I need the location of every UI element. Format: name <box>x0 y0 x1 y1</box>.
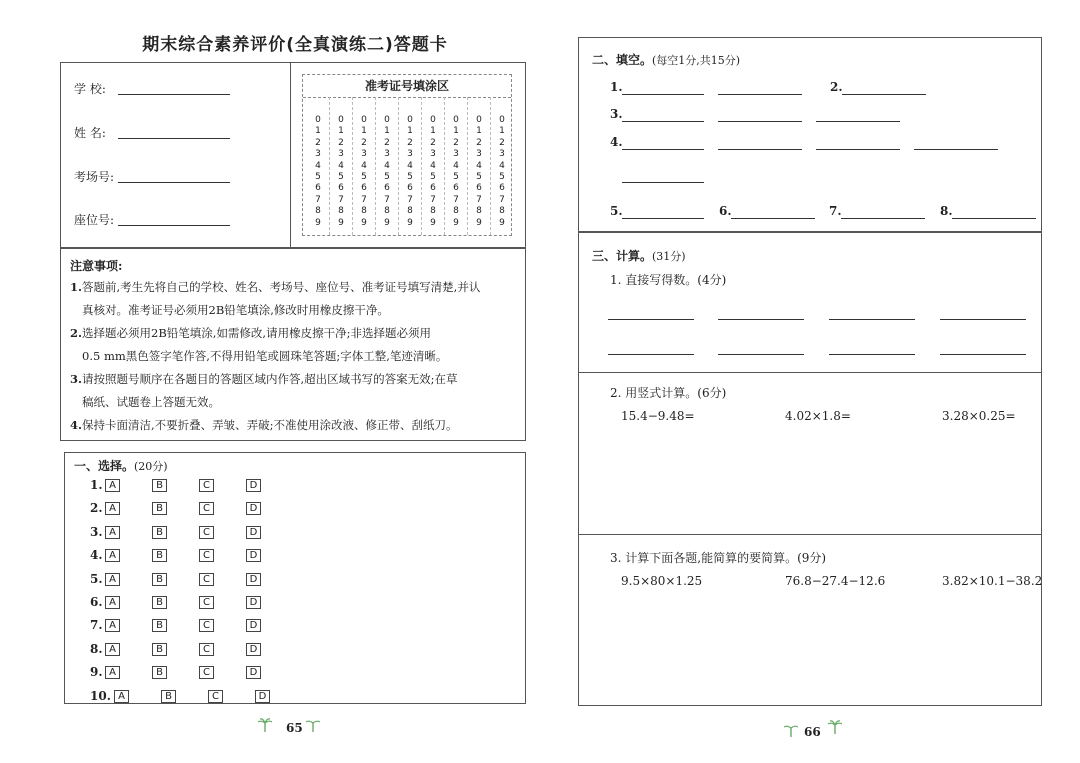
exam-digit-bubble[interactable]: 1 <box>407 126 413 137</box>
exam-column-divider <box>329 97 330 235</box>
exam-digit-bubble[interactable]: 9 <box>476 217 482 228</box>
choice-option-d[interactable]: D <box>246 526 261 539</box>
exam-digit-bubble[interactable]: 9 <box>315 217 321 228</box>
exam-digit-bubble[interactable]: 2 <box>384 137 390 148</box>
fill-section-heading: 二、填空。(每空1分,共15分) <box>592 53 741 67</box>
choice-option-d[interactable]: D <box>246 502 261 515</box>
choice-option-a[interactable]: A <box>105 526 120 539</box>
exam-column-divider <box>352 97 353 235</box>
exam-digit-bubble[interactable]: 6 <box>338 183 344 194</box>
exam-digit-bubble[interactable]: 5 <box>476 172 482 183</box>
answer-blank[interactable] <box>718 354 804 355</box>
choice-option-b[interactable]: B <box>152 643 167 656</box>
exam-digit-bubble[interactable]: 1 <box>338 126 344 137</box>
fill-blank[interactable] <box>622 121 704 122</box>
fill-blank[interactable] <box>816 149 900 150</box>
choice-option-c[interactable]: C <box>199 526 214 539</box>
calc-part3-title: 3. 计算下面各题,能简算的要简算。(9分) <box>610 551 827 565</box>
exam-digit-bubble[interactable]: 6 <box>476 183 482 194</box>
exam-digit-bubble[interactable]: 0 <box>453 115 459 125</box>
calc-divider <box>578 372 1042 373</box>
seat-label: 座位号: <box>74 213 115 227</box>
exam-digit-bubble[interactable]: 1 <box>384 126 390 137</box>
choice-option-a[interactable]: A <box>105 643 120 656</box>
fill-blank[interactable] <box>622 94 704 95</box>
note-line: 真核对。准考证号必须用2B铅笔填涂,修改时用橡皮擦干净。 <box>82 303 389 317</box>
exam-digit-bubble[interactable]: 4 <box>338 160 344 171</box>
exam-digit-bubble[interactable]: 4 <box>407 160 413 171</box>
exam-digit-bubble[interactable]: 5 <box>338 172 344 183</box>
answer-blank[interactable] <box>608 354 694 355</box>
choice-option-d[interactable]: D <box>246 479 261 492</box>
exam-digit-bubble[interactable]: 4 <box>453 160 459 171</box>
exam-digit-bubble[interactable]: 5 <box>407 172 413 183</box>
exam-digit-bubble[interactable]: 8 <box>407 206 413 217</box>
choice-question-number: 1. <box>90 478 103 492</box>
exam-digit-bubble[interactable]: 7 <box>476 194 482 205</box>
exam-digit-bubble[interactable]: 7 <box>407 194 413 205</box>
exam-digit-bubble[interactable]: 0 <box>407 115 413 125</box>
exam-digit-bubble[interactable]: 5 <box>453 172 459 183</box>
choice-question-number: 7. <box>90 618 103 633</box>
exam-digit-bubble[interactable]: 9 <box>338 217 344 228</box>
exam-digit-bubble[interactable]: 0 <box>430 115 436 125</box>
choice-option-b[interactable]: B <box>152 619 167 632</box>
exam-digit-bubble[interactable]: 2 <box>453 137 459 148</box>
exam-digit-bubble[interactable]: 6 <box>407 183 413 194</box>
fill-label-7: 7. <box>829 204 842 218</box>
vertical-calc-expr: 4.02×1.8= <box>785 409 851 423</box>
fill-blank[interactable] <box>622 149 704 150</box>
exam-number-title: 准考证号填涂区 <box>364 79 449 93</box>
exam-digit-bubble[interactable]: 8 <box>315 206 321 217</box>
note-line: 0.5 mm黑色签字笔作答,不得用铅笔或圆珠笔答题;字体工整,笔迹清晰。 <box>82 349 448 363</box>
exam-digit-bubble[interactable]: 6 <box>361 183 367 194</box>
exam-digit-bubble[interactable]: 0 <box>476 115 482 125</box>
fill-blank[interactable] <box>841 218 925 219</box>
exam-digit-bubble[interactable]: 1 <box>430 126 436 137</box>
exam-digit-bubble[interactable]: 1 <box>315 126 321 137</box>
choice-option-d[interactable]: D <box>246 666 261 679</box>
choice-option-a[interactable]: A <box>105 573 120 586</box>
choice-option-c[interactable]: C <box>208 690 223 703</box>
exam-digit-bubble[interactable]: 9 <box>453 217 459 228</box>
exam-digit-bubble[interactable]: 0 <box>338 115 344 125</box>
choice-question-number: 2. <box>90 501 103 516</box>
palm-tree-icon <box>828 720 842 734</box>
exam-digit-bubble[interactable]: 6 <box>499 183 505 194</box>
exam-digit-column[interactable] <box>309 115 327 229</box>
choice-option-b[interactable]: B <box>152 596 167 609</box>
fill-blank[interactable] <box>622 182 704 183</box>
exam-digit-bubble[interactable]: 8 <box>384 206 390 217</box>
exam-digit-bubble[interactable]: 2 <box>361 137 367 148</box>
choice-question-number: 4. <box>90 548 103 563</box>
choice-section-box <box>64 452 526 704</box>
choice-option-c[interactable]: C <box>199 666 214 679</box>
exam-digit-bubble[interactable]: 4 <box>361 160 367 171</box>
exam-digit-bubble[interactable]: 5 <box>361 172 367 183</box>
exam-digit-column[interactable] <box>378 115 396 229</box>
exam-column-divider <box>398 97 399 235</box>
page-title: 期末综合素养评价(全真演练二)答题卡 <box>142 35 448 55</box>
exam-column-divider <box>490 97 491 235</box>
exam-digit-bubble[interactable]: 3 <box>384 149 390 160</box>
calc-divider <box>578 534 1042 535</box>
palm-tree-icon <box>784 723 798 737</box>
exam-digit-bubble[interactable]: 4 <box>499 160 505 171</box>
exam-digit-bubble[interactable]: 8 <box>361 206 367 217</box>
simplify-expr: 76.8−27.4−12.6 <box>785 574 886 588</box>
exam-digit-bubble[interactable]: 6 <box>384 183 390 194</box>
exam-digit-bubble[interactable]: 9 <box>430 217 436 228</box>
fill-blank[interactable] <box>622 218 704 219</box>
fill-label-6: 6. <box>719 204 732 218</box>
note-line: 3.请按照题号顺序在各题目的答题区域内作答,超出区域书写的答案无效;在草 <box>70 372 458 386</box>
choice-option-b[interactable]: B <box>152 526 167 539</box>
fill-blank[interactable] <box>718 149 802 150</box>
exam-digit-bubble[interactable]: 5 <box>384 172 390 183</box>
choice-option-d[interactable]: D <box>246 619 261 632</box>
notes-list <box>70 276 525 437</box>
fill-label-5: 5. <box>610 204 623 218</box>
exam-digit-bubble[interactable]: 3 <box>338 149 344 160</box>
choice-option-b[interactable]: B <box>152 666 167 679</box>
choice-option-b[interactable]: B <box>152 479 167 492</box>
exam-digit-column[interactable] <box>447 115 465 229</box>
exam-digit-column[interactable] <box>493 115 511 229</box>
fill-blank[interactable] <box>731 218 815 219</box>
exam-digit-bubble[interactable]: 6 <box>315 183 321 194</box>
exam-digit-bubble[interactable]: 5 <box>315 172 321 183</box>
calc-section-box <box>578 232 1042 706</box>
exam-digit-bubble[interactable]: 7 <box>361 194 367 205</box>
choice-option-d[interactable]: D <box>246 573 261 586</box>
choice-option-b[interactable]: B <box>152 502 167 515</box>
choice-question-number: 5. <box>90 571 103 586</box>
exam-digit-bubble[interactable]: 0 <box>499 115 505 125</box>
exam-digit-bubble[interactable]: 0 <box>361 115 367 125</box>
exam-digit-bubble[interactable]: 3 <box>430 149 436 160</box>
exam-digit-bubble[interactable]: 1 <box>476 126 482 137</box>
exam-digit-bubble[interactable]: 3 <box>315 149 321 160</box>
exam-digit-bubble[interactable]: 8 <box>338 206 344 217</box>
choice-option-d[interactable]: D <box>246 643 261 656</box>
exam-digit-bubble[interactable]: 4 <box>384 160 390 171</box>
exam-digit-bubble[interactable]: 8 <box>499 206 505 217</box>
answer-blank[interactable] <box>718 319 804 320</box>
answer-blank[interactable] <box>608 319 694 320</box>
exam-digit-bubble[interactable]: 5 <box>499 172 505 183</box>
exam-digit-bubble[interactable]: 9 <box>499 217 505 228</box>
exam-digit-bubble[interactable]: 4 <box>315 160 321 171</box>
fill-blank[interactable] <box>718 94 802 95</box>
choice-option-b[interactable]: B <box>152 573 167 586</box>
answer-blank[interactable] <box>829 354 915 355</box>
exam-number-separator <box>303 97 511 98</box>
choice-option-a[interactable]: A <box>114 690 129 703</box>
choice-option-c[interactable]: C <box>199 479 214 492</box>
school-field[interactable] <box>118 94 230 95</box>
exam-digit-bubble[interactable]: 5 <box>430 172 436 183</box>
exam-digit-bubble[interactable]: 3 <box>453 149 459 160</box>
exam-digit-bubble[interactable]: 9 <box>384 217 390 228</box>
fill-label-4: 4. <box>610 135 623 149</box>
exam-digit-bubble[interactable]: 0 <box>384 115 390 125</box>
page-number-left: 65 <box>286 721 303 735</box>
choice-option-b[interactable]: B <box>161 690 176 703</box>
calc-part1-title: 1. 直接写得数。(4分) <box>610 273 727 287</box>
choice-option-c[interactable]: C <box>199 549 214 562</box>
choice-option-c[interactable]: C <box>199 619 214 632</box>
choice-option-a[interactable]: A <box>105 479 120 492</box>
fill-label-2: 2. <box>830 80 843 94</box>
exam-column-divider <box>467 97 468 235</box>
exam-digit-bubble[interactable]: 7 <box>453 194 459 205</box>
calc-part2-title: 2. 用竖式计算。(6分) <box>610 386 727 400</box>
fill-label-1: 1. <box>610 80 623 94</box>
exam-digit-bubble[interactable]: 8 <box>476 206 482 217</box>
answer-blank[interactable] <box>940 354 1026 355</box>
answer-blank[interactable] <box>829 319 915 320</box>
simplify-expr: 9.5×80×1.25 <box>621 574 703 588</box>
exam-digit-bubble[interactable]: 2 <box>476 137 482 148</box>
exam-digit-bubble[interactable]: 3 <box>407 149 413 160</box>
fill-blank[interactable] <box>816 121 900 122</box>
exam-digit-column[interactable] <box>355 115 373 229</box>
exam-digit-bubble[interactable]: 7 <box>430 194 436 205</box>
exam-digit-column[interactable] <box>424 115 442 229</box>
choice-question-number: 3. <box>90 524 103 539</box>
name-label: 姓 名: <box>74 126 106 140</box>
exam-room-field[interactable] <box>118 182 230 183</box>
fill-blank[interactable] <box>718 121 802 122</box>
choice-option-b[interactable]: B <box>152 549 167 562</box>
choice-option-c[interactable]: C <box>199 573 214 586</box>
exam-digit-bubble[interactable]: 6 <box>430 183 436 194</box>
choice-option-d[interactable]: D <box>246 549 261 562</box>
exam-digit-column[interactable] <box>332 115 350 229</box>
exam-digit-bubble[interactable]: 0 <box>315 115 321 125</box>
choice-option-a[interactable]: A <box>105 549 120 562</box>
exam-digit-bubble[interactable]: 2 <box>430 137 436 148</box>
choice-question-number: 10. <box>90 688 111 703</box>
choice-question-number: 6. <box>90 595 103 609</box>
choice-option-c[interactable]: C <box>199 502 214 515</box>
note-line: 1.答题前,考生先将自己的学校、姓名、考场号、座位号、准考证号填写清楚,并认 <box>70 280 481 294</box>
exam-digit-bubble[interactable]: 9 <box>361 217 367 228</box>
choice-option-d[interactable]: D <box>255 690 270 703</box>
exam-digit-bubble[interactable]: 3 <box>499 149 505 160</box>
info-divider <box>290 62 291 248</box>
exam-digit-column[interactable] <box>470 115 488 229</box>
calc-section-heading: 三、计算。(31分) <box>592 249 686 263</box>
fill-blank[interactable] <box>842 94 926 95</box>
fill-label-8: 8. <box>940 204 953 218</box>
simplify-expr: 3.82×10.1−38.2 <box>942 574 1043 588</box>
exam-digit-bubble[interactable]: 1 <box>361 126 367 137</box>
exam-digit-bubble[interactable]: 8 <box>430 206 436 217</box>
choice-section-heading: 一、选择。(20分) <box>74 459 168 473</box>
choice-question-number: 9. <box>90 665 103 680</box>
fill-label-3: 3. <box>610 107 623 121</box>
exam-digit-bubble[interactable]: 9 <box>407 217 413 228</box>
notes-title: 注意事项: <box>70 259 123 273</box>
page-number-right: 66 <box>804 725 821 739</box>
palm-tree-icon <box>258 718 272 732</box>
palm-tree-icon <box>306 718 320 732</box>
exam-digit-bubble[interactable]: 4 <box>430 160 436 171</box>
exam-room-label: 考场号: <box>74 170 115 184</box>
choice-question-number: 8. <box>90 641 103 656</box>
exam-column-divider <box>421 97 422 235</box>
choice-option-c[interactable]: C <box>199 596 214 609</box>
exam-digit-column[interactable] <box>401 115 419 229</box>
exam-digit-bubble[interactable]: 7 <box>499 194 505 205</box>
name-field[interactable] <box>118 138 230 139</box>
exam-digit-bubble[interactable]: 2 <box>338 137 344 148</box>
exam-digit-bubble[interactable]: 2 <box>407 137 413 148</box>
exam-column-divider <box>444 97 445 235</box>
fill-blank[interactable] <box>914 149 998 150</box>
exam-digit-bubble[interactable]: 8 <box>453 206 459 217</box>
exam-digit-bubble[interactable]: 6 <box>453 183 459 194</box>
exam-digit-bubble[interactable]: 2 <box>499 137 505 148</box>
vertical-calc-expr: 3.28×0.25= <box>942 409 1016 423</box>
choice-option-a[interactable]: A <box>105 619 120 632</box>
note-line: 稿纸、试题卷上答题无效。 <box>82 395 220 409</box>
note-line: 2.选择题必须用2B铅笔填涂,如需修改,请用橡皮擦干净;非选择题必须用 <box>70 326 431 340</box>
choice-option-a[interactable]: A <box>105 502 120 515</box>
exam-digit-bubble[interactable]: 7 <box>338 194 344 205</box>
seat-field[interactable] <box>118 225 230 226</box>
note-line: 4.保持卡面清洁,不要折叠、弄皱、弄破;不准使用涂改液、修正带、刮纸刀。 <box>70 418 458 432</box>
school-label: 学 校: <box>74 82 106 96</box>
exam-digit-bubble[interactable]: 3 <box>476 149 482 160</box>
exam-column-divider <box>375 97 376 235</box>
exam-digit-bubble[interactable]: 1 <box>453 126 459 137</box>
choice-option-d[interactable]: D <box>246 596 261 609</box>
vertical-calc-expr: 15.4−9.48= <box>621 409 695 423</box>
exam-digit-bubble[interactable]: 7 <box>315 194 321 205</box>
answer-blank[interactable] <box>940 319 1026 320</box>
choice-option-a[interactable]: A <box>105 666 120 679</box>
exam-digit-bubble[interactable]: 4 <box>476 160 482 171</box>
fill-blank[interactable] <box>952 218 1036 219</box>
exam-digit-bubble[interactable]: 3 <box>361 149 367 160</box>
exam-digit-bubble[interactable]: 2 <box>315 137 321 148</box>
exam-digit-bubble[interactable]: 7 <box>384 194 390 205</box>
choice-option-a[interactable]: A <box>105 596 120 609</box>
exam-digit-bubble[interactable]: 1 <box>499 126 505 137</box>
exam-number-area <box>302 74 512 236</box>
choice-option-c[interactable]: C <box>199 643 214 656</box>
